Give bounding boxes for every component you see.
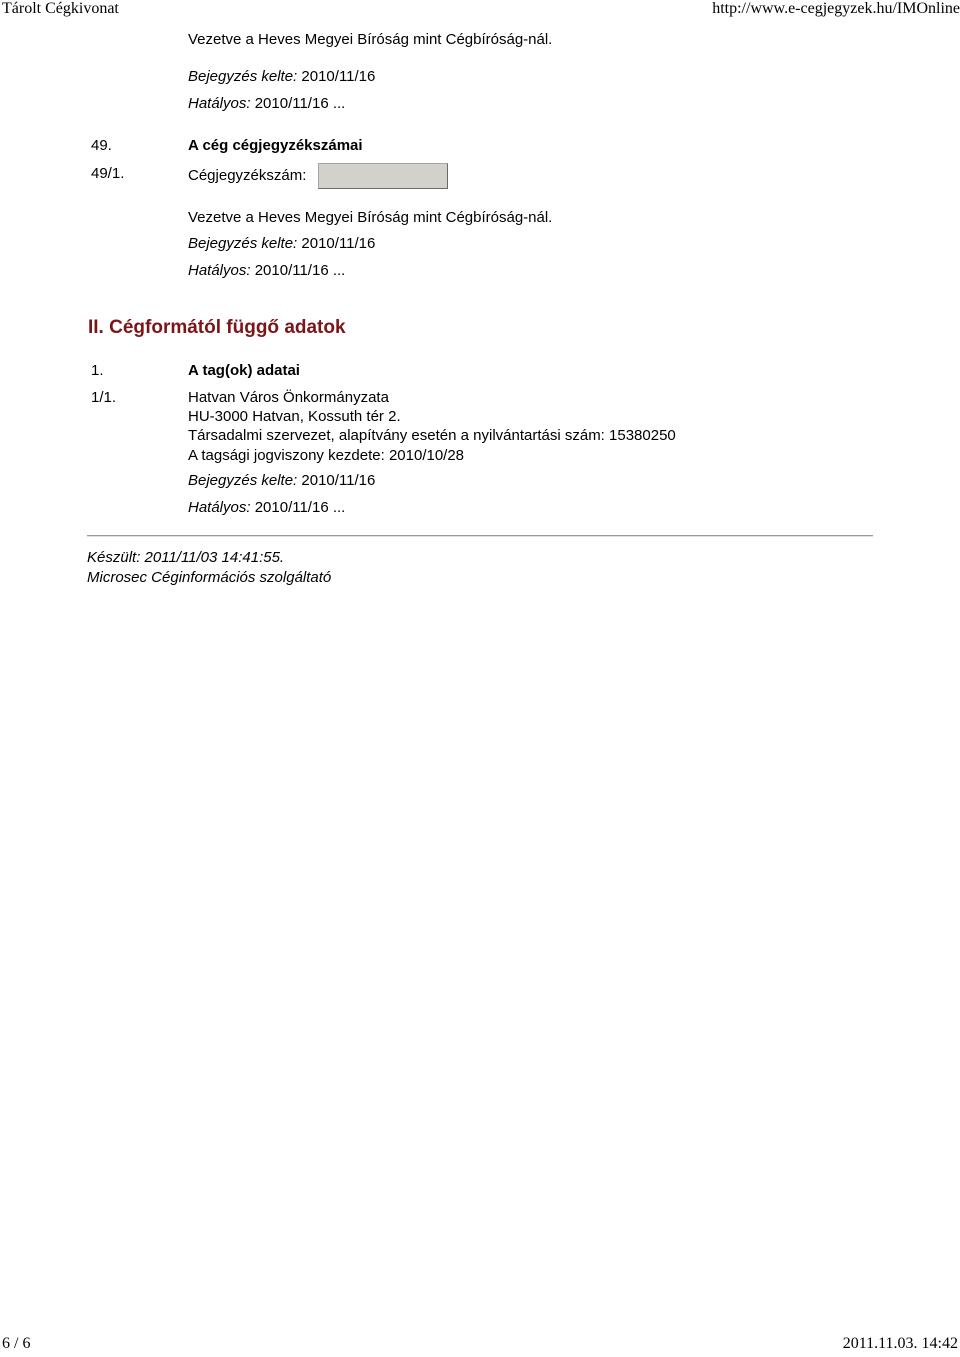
membership-start: A tagsági jogviszony kezdete: 2010/10/28 — [188, 447, 465, 464]
field-label: Cégjegyzékszám: — [188, 167, 307, 184]
entry-date-line: Bejegyzés kelte: 2010/11/16 — [188, 235, 376, 252]
member-name: Hatvan Város Önkormányzata — [188, 389, 389, 406]
section-title: A tag(ok) adatai — [188, 362, 300, 379]
entry-date-line: Bejegyzés kelte: 2010/11/16 — [188, 68, 376, 85]
court-line: Vezetve a Heves Megyei Bíróság mint Cégbíróság-nál. — [188, 209, 553, 226]
member-address: HU-3000 Hatvan, Kossuth tér 2. — [188, 408, 401, 425]
valid-date-line: Hatályos: 2010/11/16 ... — [188, 499, 346, 516]
created-timestamp: Készült: 2011/11/03 14:41:55. — [87, 549, 285, 566]
print-header — [0, 0, 960, 20]
provider-name: Microsec Céginformációs szolgáltató — [87, 569, 332, 586]
page-number: 6 / 6 — [2, 1335, 31, 1352]
header-url[interactable]: http://www.e-cegjegyzek.hu/IMOnline — [712, 0, 960, 17]
sub-number: 49/1. — [91, 165, 125, 182]
section-title: A cég cégjegyzékszámai — [188, 137, 363, 154]
sub-number: 1/1. — [91, 389, 117, 406]
valid-date-line: Hatályos: 2010/11/16 ... — [188, 262, 346, 279]
entry-date-line: Bejegyzés kelte: 2010/11/16 — [188, 472, 376, 489]
section-heading: II. Cégformától függő adatok — [88, 317, 346, 338]
print-footer — [0, 1335, 960, 1357]
print-datetime: 2011.11.03. 14:42 — [842, 1335, 958, 1352]
section-number: 49. — [91, 137, 112, 154]
divider — [87, 535, 873, 537]
member-registry: Társadalmi szervezet, alapítvány esetén a nyilvántartási szám: 15380250 — [188, 427, 676, 444]
valid-date-line: Hatályos: 2010/11/16 ... — [188, 95, 346, 112]
registry-number-field — [318, 163, 448, 189]
section-number: 1. — [91, 362, 104, 379]
clipped-court-line: Vezetve a Heves Megyei Bíróság mint Cégbíróság-nál. — [188, 31, 553, 48]
header-title: Tárolt Cégkivonat — [2, 0, 119, 17]
